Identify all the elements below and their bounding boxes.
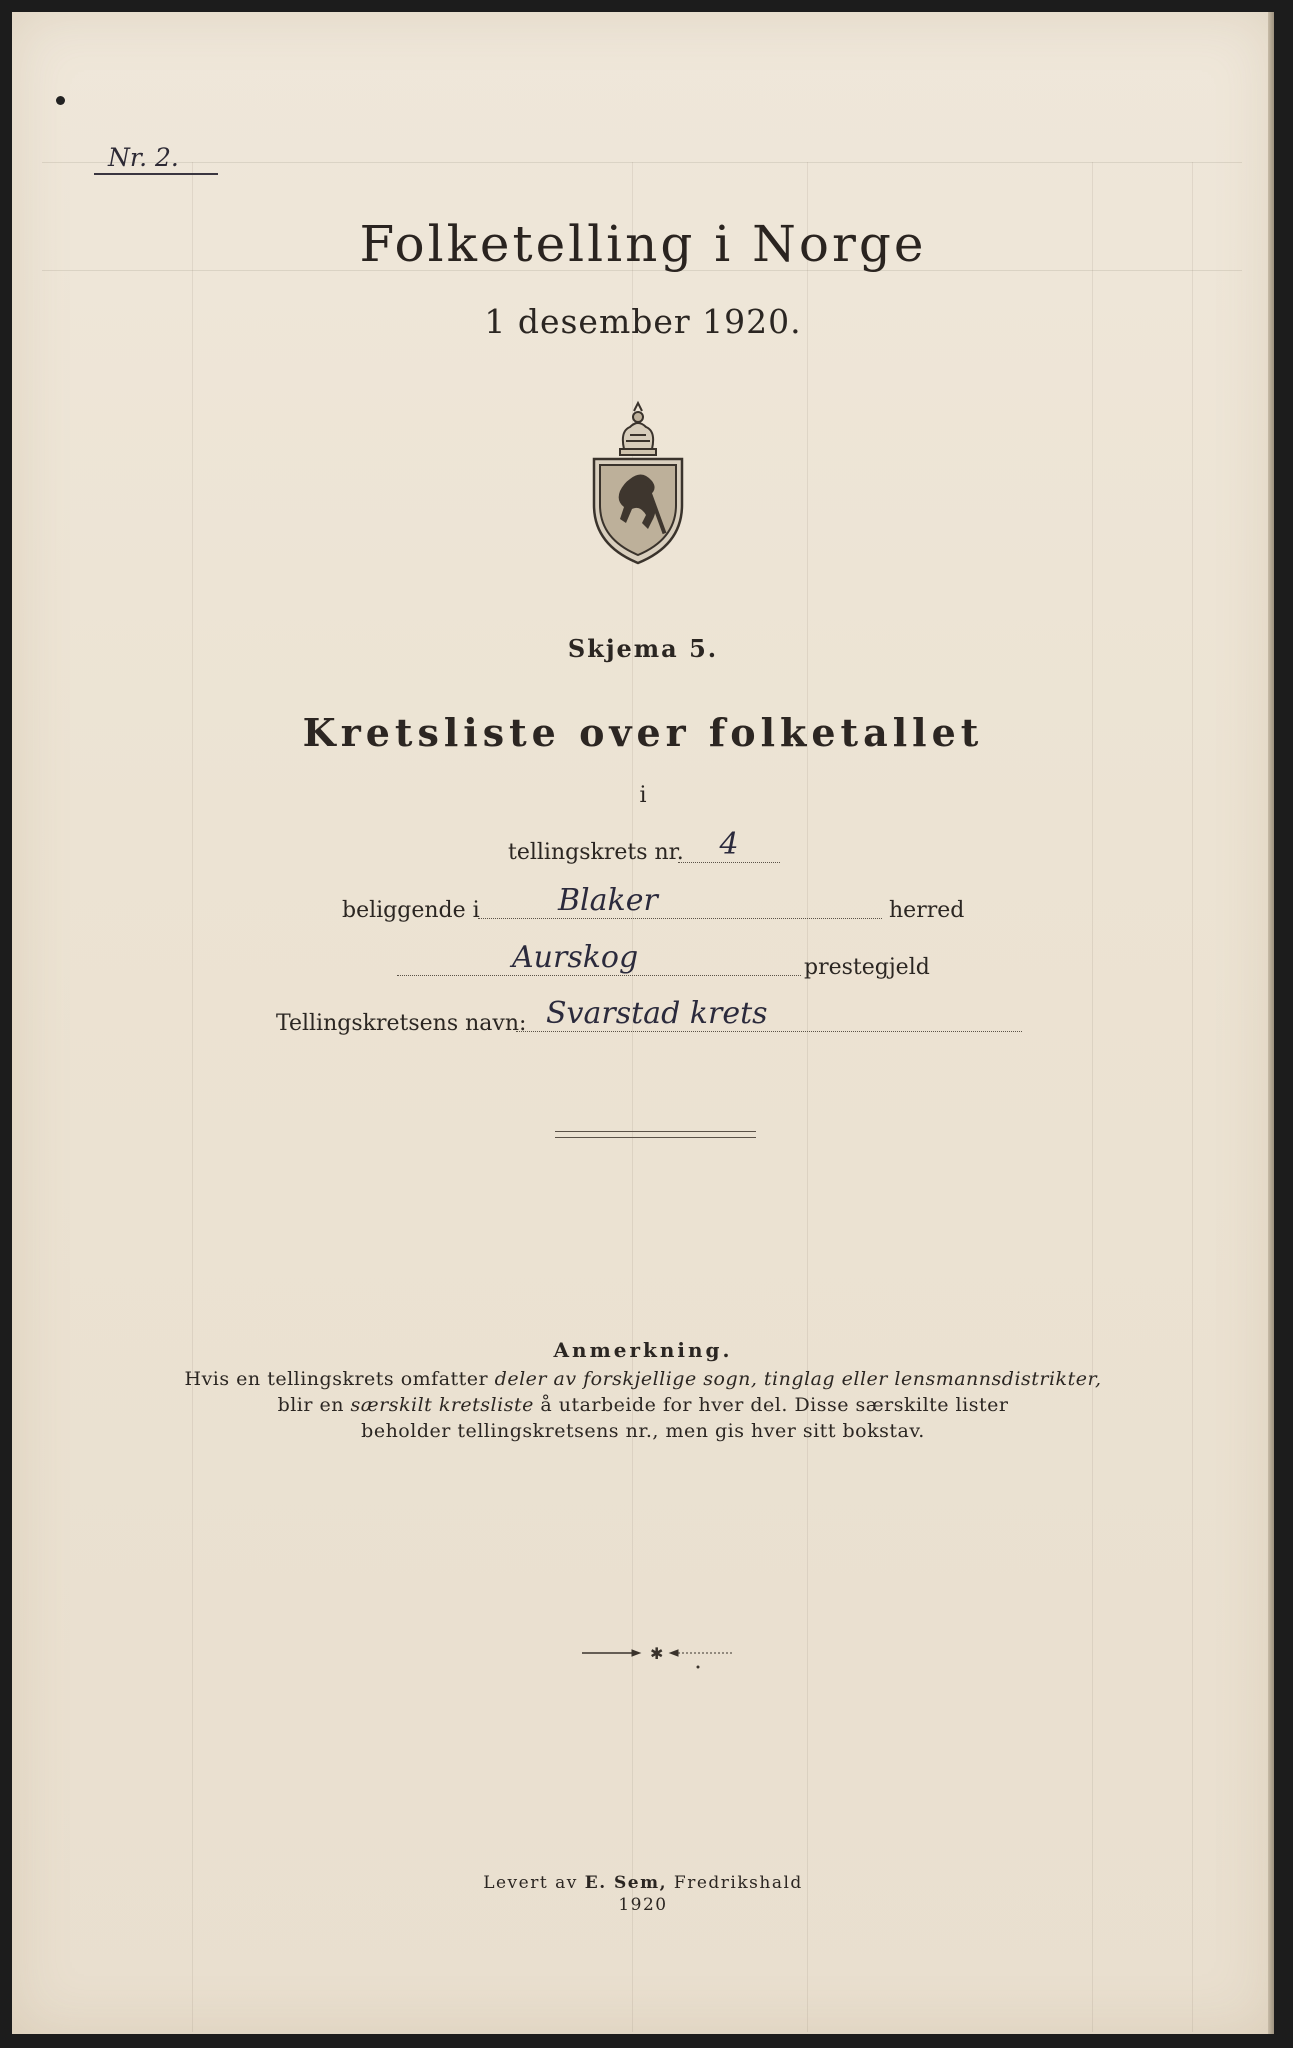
printer-place: Fredrikshald xyxy=(667,1873,803,1893)
connector-word: i xyxy=(639,783,647,808)
district-name-field[interactable]: Svarstad krets xyxy=(516,997,1022,1032)
note-emphasis: særskilt kretsliste xyxy=(350,1394,534,1416)
ornament-divider-icon xyxy=(582,1640,732,1670)
district-number-field[interactable]: 4 xyxy=(678,828,780,863)
svg-text:✱: ✱ xyxy=(650,1644,664,1663)
printer-prefix: Levert av xyxy=(483,1873,585,1893)
note-body xyxy=(12,1366,1274,1444)
note-title: Anmerkning. xyxy=(553,1338,733,1362)
note-line-2 xyxy=(12,1392,1274,1418)
note-line-3: beholder tellingskretsens nr., men gis hver sitt bokstav. xyxy=(361,1420,925,1442)
herred-label: herred xyxy=(889,898,965,923)
printer-line xyxy=(12,1872,1274,1894)
bleed-through-line xyxy=(42,162,1242,163)
printer-year: 1920 xyxy=(618,1895,668,1915)
bleed-through-line xyxy=(1192,162,1193,2032)
note-text: Hvis en tellingskrets omfatter xyxy=(184,1368,495,1390)
punch-hole xyxy=(56,96,65,105)
schema-number: Skjema 5. xyxy=(567,634,719,663)
note-text: å utarbeide for hver del. Disse særskilte lister xyxy=(533,1394,1009,1416)
note-line-1 xyxy=(12,1366,1274,1392)
prestegjeld-label: prestegjeld xyxy=(804,955,930,980)
prestegjeld-field[interactable]: Aurskog xyxy=(397,941,801,976)
number-mark: Nr. 2. xyxy=(94,143,218,175)
census-date: 1 desember 1920. xyxy=(484,302,802,341)
bleed-through-line xyxy=(192,162,193,2032)
page-title: Folketelling i Norge xyxy=(359,215,927,273)
norwegian-coat-of-arms-icon xyxy=(590,397,686,567)
note-emphasis: deler av forskjellige sogn, tinglag eller lensmannsdistrikter, xyxy=(494,1368,1102,1390)
district-number-label: tellingskrets nr. xyxy=(508,840,684,865)
located-in-label: beliggende i xyxy=(342,898,480,923)
herred-field[interactable]: Blaker xyxy=(478,884,882,919)
district-name-label: Tellingskretsens navn: xyxy=(276,1011,527,1036)
divider-rule xyxy=(555,1131,756,1138)
printer-imprint xyxy=(12,1872,1274,1916)
bleed-through-line xyxy=(807,162,808,2032)
printer-name: E. Sem, xyxy=(584,1873,668,1893)
form-heading: Kretsliste over folketallet xyxy=(302,710,984,755)
bleed-through-line xyxy=(1092,162,1093,2032)
census-form-page xyxy=(12,12,1274,2034)
note-text: blir en xyxy=(277,1394,351,1416)
